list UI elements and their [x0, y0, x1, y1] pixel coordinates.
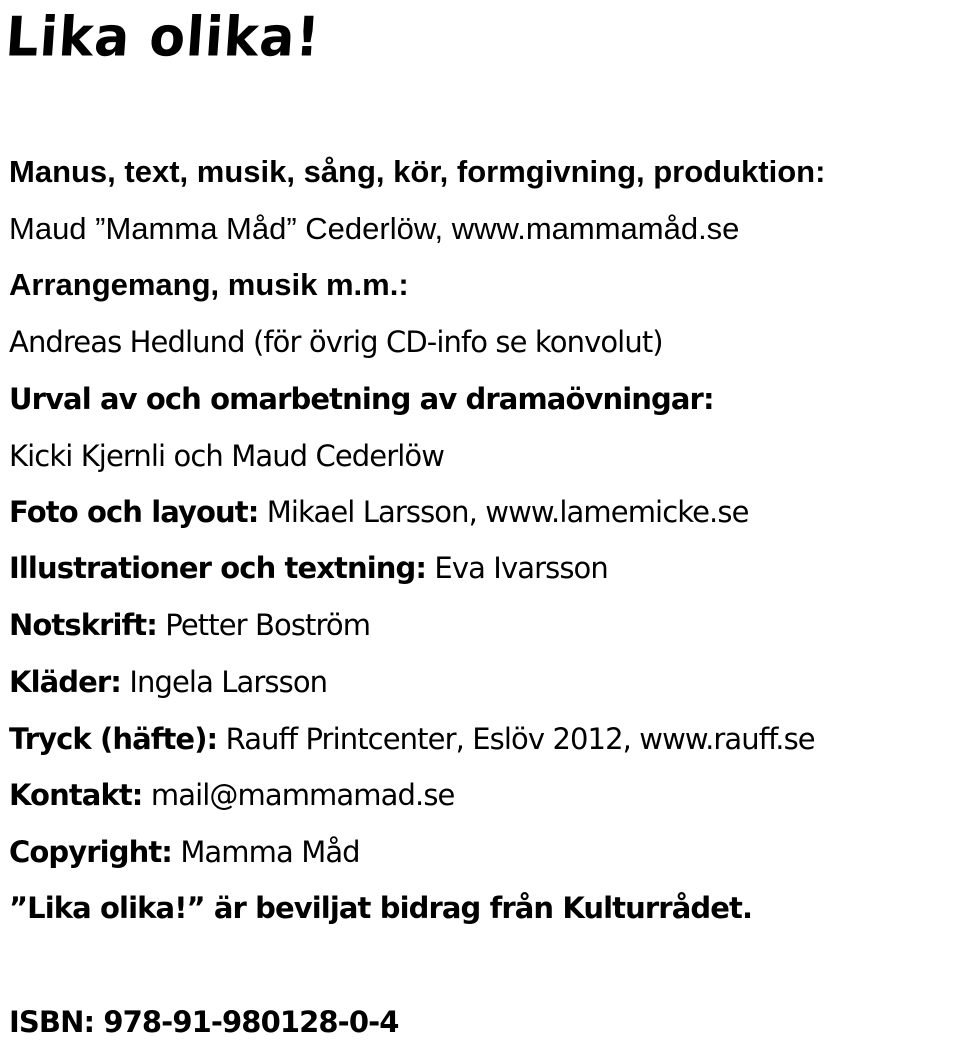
logo-lika-olika: Lika olika! — [3, 6, 323, 69]
foto-line — [9, 490, 749, 534]
notskrift-value: Petter Boström — [165, 608, 371, 642]
klader-value: Ingela Larsson — [129, 665, 328, 699]
klader-line — [9, 660, 327, 704]
copyright-line — [9, 830, 360, 874]
copyright-value: Mamma Måd — [180, 835, 360, 869]
klader-label: Kläder: — [9, 665, 122, 699]
tryck-label: Tryck (häfte): — [9, 722, 218, 756]
illustrationer-label: Illustrationer och textning: — [9, 551, 427, 585]
tryck-value: Rauff Printcenter, Eslöv 2012, www.rauff.se — [225, 722, 815, 756]
illustrationer-line — [9, 546, 608, 590]
illustrationer-value: Eva Ivarsson — [434, 551, 608, 585]
foto-label: Foto och layout: — [9, 495, 259, 529]
manus-value: Maud ”Mamma Måd” Cederlöw, www.mammamåd.se — [9, 211, 740, 246]
arrangemang-label: Arrangemang, musik m.m.: — [9, 267, 409, 302]
manus-label: Manus, text, musik, sång, kör, formgivning, produktion: — [9, 154, 826, 189]
kontakt-line — [9, 773, 454, 817]
foto-value: Mikael Larsson, www.lamemicke.se — [266, 495, 749, 529]
tryck-line — [9, 717, 815, 761]
isbn: ISBN: 978-91-980128-0-4 — [9, 1005, 399, 1039]
kontakt-label: Kontakt: — [9, 778, 143, 812]
urval-value: Kicki Kjernli och Maud Cederlöw — [9, 439, 445, 473]
copyright-label: Copyright: — [9, 835, 172, 869]
notskrift-label: Notskrift: — [9, 608, 157, 642]
grant-statement: ”Lika olika!” är beviljat bidrag från Kulturrådet. — [9, 891, 753, 925]
arrangemang-value: Andreas Hedlund (för övrig CD-info se konvolut) — [9, 325, 663, 359]
urval-label: Urval av och omarbetning av dramaövningar: — [9, 382, 714, 416]
notskrift-line — [9, 603, 370, 647]
kontakt-value: mail@mammamad.se — [150, 778, 455, 812]
